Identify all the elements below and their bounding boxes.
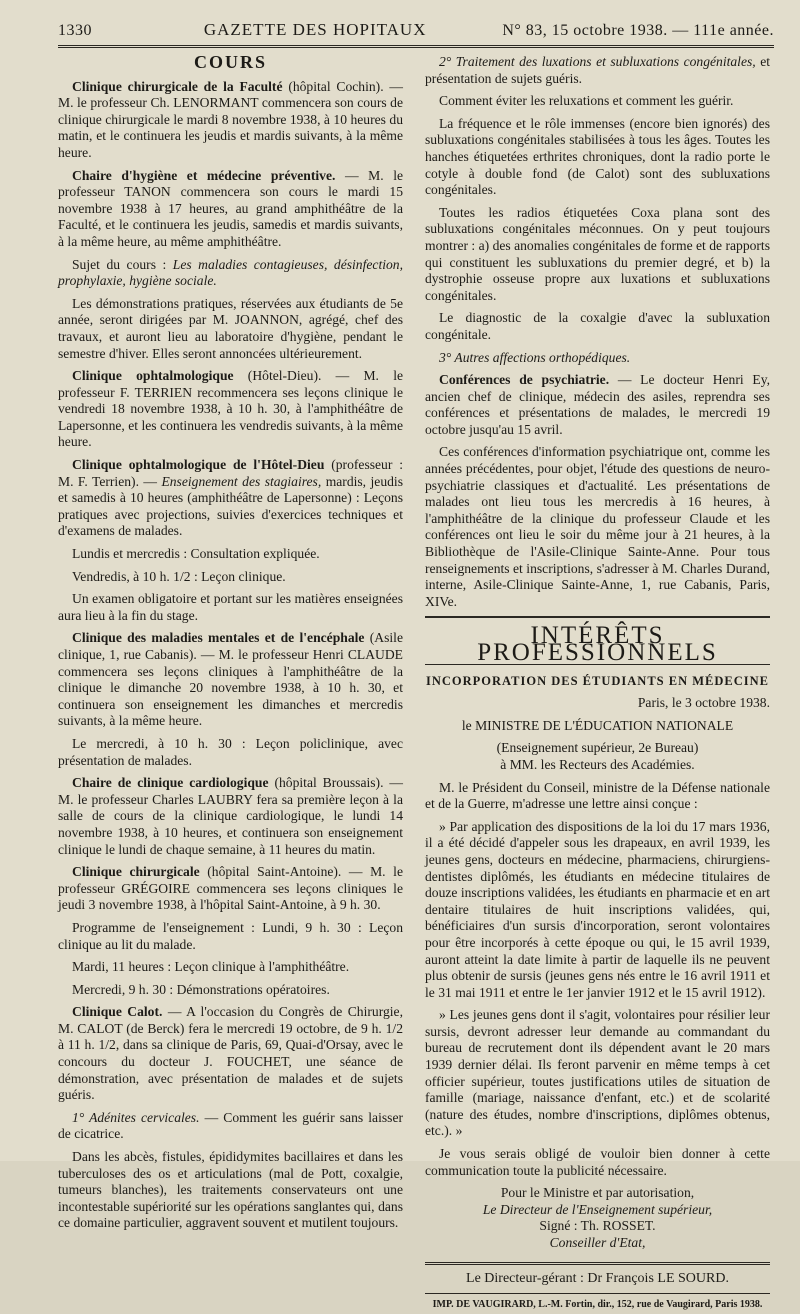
journal-title: GAZETTE DES HOPITAUX — [203, 20, 427, 39]
article-calot-item1: 1° Adénites cervicales. — Comment les guérir sans laisser de cicatrice. — [58, 1109, 404, 1142]
article-ophtalmo-2: Clinique ophtalmologique de l'Hôtel-Dieu (professeur : M. F. Terrien). — Enseignement des stagiaires, mardis, jeudis et samedis à 10 heures (amphithéâtre de Lapersonne) : Leçons pratiques avec projections, suivies d'exercices techniques et d'examens de malades. — [58, 457, 403, 539]
signature-line2: Le Directeur de l'Enseignement supérieur, — [482, 1201, 713, 1217]
addressee-ministre: le MINISTRE DE L'ÉDUCATION NATIONALE — [461, 717, 734, 733]
page-number: 1330 — [58, 22, 92, 39]
article-ophtalmo-1: Clinique ophtalmologique (Hôtel-Dieu). — M. le professeur F. TERRIEN recommencera ses leçons clinique le vendredi 18 novembre 1938, à 10 h. 30, à l'amphithéâtre de Lapersonne, et les continuera les vendredis suivants, à la même heure. — [58, 368, 403, 450]
article-calot: Clinique Calot. — A l'occasion du Congrès de Chirurgie, M. CALOT (de Berck) fera le mercredi 19 octobre, de 9 h. 1/2 à 11 h. 1/2, dans sa clinique de Paris, 69, Quai-d'Orsay, avec le concours du docteur J. FOUCHET, une séance de démonstration, avec présentation de malades et de sujets guéris. — [58, 1004, 403, 1103]
article-cochin: Clinique chirurgicale de la Faculté (hôpital Cochin). — M. le professeur Ch. LENORMANT commencera son cours de clinique chirurgicale le mardi 8 novembre 1938, à 10 heures du matin, et le continuera les jeudis et mardis suivants, à la même heure. — [58, 78, 403, 160]
right-column — [425, 54, 770, 1314]
article-maladies-mentales-line2: Le mercredi, à 10 h. 30 : Leçon policlinique, avec présentation de malades. — [58, 735, 403, 768]
printer-line: IMP. DE VAUGIRARD, L.-M. Fortin, dir., 152, rue de Vaugirard, Paris 1938. — [425, 1293, 770, 1314]
subheading-incorporation: INCORPORATION DES ÉTUDIANTS EN MÉDECINE — [426, 673, 769, 688]
signature-line4: Conseiller d'Etat, — [549, 1235, 646, 1250]
letter-p2: » Par application des dispositions de la loi du 17 mars 1936, il a été décidé d'appeler sous les drapeaux, en avril 1939, les jeunes gens, docteurs en médecine, pharmaciens, chirurgiens-dentistes diplômés, les étudiants en médecine titulaires de douze inscriptions validées, les étudiants en pharmacie et en art dentaire titulaires de huit inscriptions validées, qui, bénéficiaires d'un sursis d'incorporation, seront volontaires pour être incorporés à cette époque ou qui, le 15 avril 1939, auront atteint la date limite à partir de laquelle ils ne peuvent plus obtenir de sursis (jeunes gens nés entre le 16 avril 1911 et le 31 mai 1911 et entre le 1er janvier 1912 et le 15 avril 1912). — [425, 818, 771, 1000]
section-heading-cours: COURS — [193, 52, 267, 72]
addressee-recteurs: à MM. les Recteurs des Académies. — [500, 756, 695, 772]
calot-item2-p1: Comment éviter les reluxations et comment les guérir. — [439, 93, 734, 109]
calot-item2-p2: La fréquence et le rôle immenses (encore bien ignorés) des subluxations congénitales stabilisées à tous les âges. Toutes les hanches étiquetées erthrites chroniques, dont la radio porte le cotyle à double fond (de Calot) sont des subluxations congénitales. — [425, 115, 770, 198]
dateline: Paris, le 3 octobre 1938. — [637, 695, 770, 711]
section-divider — [425, 616, 770, 618]
calot-item2-p3: Toutes les radios étiquetées Coxa plana sont des subluxations congénitales méconnues. On y peut toujours montrer : a) des anomalies congénitales de forme et de rapports qui constituent les subluxations du premier degré, et b) la dystrophie osseuse propre aux luxations et subluxations congénitales. — [425, 204, 771, 303]
article-saint-antoine-line4: Mercredi, 9 h. 30 : Démonstrations opératoires. — [72, 981, 330, 997]
section-heading-interets: INTÉRÊTS PROFESSIONNELS — [477, 622, 718, 666]
calot-item3: 3° Autres affections orthopédiques. — [439, 349, 631, 365]
article-ophtalmo-2-line2: Lundis et mercredis : Consultation expliquée. — [72, 546, 320, 562]
article-psychiatrie-p2: Ces conférences d'information psychiatrique ont, comme les années précédentes, pour objet, l'étude des questions de neuro-psychiatrie classiques et d'actualité. Les présentations de malades ont lieu tous les mercredis à 16 heures, à l'amphithéâtre de la clinique du professeur Claude et les conférences ont lieu le soir du même jour à 21 heures, à la Bibliothèque de l'Asile-Clinique Sainte-Anne. Pour tous renseignements et inscriptions, s'adresser à M. Charles Durand, interne, Asile-Clinique Sainte-Anne, 1, rue Cabanis, Paris, XIVe. — [425, 444, 770, 609]
article-saint-antoine-line3: Mardi, 11 heures : Leçon clinique à l'amphithéâtre. — [72, 959, 350, 975]
article-calot-item1-more: Dans les abcès, fistules, épididymites bacillaires et dans les tuberculoses des os et articulations (mal de Pott, coxalgie, tumeurs blanches), les traitements conservateurs ont une incontestable supériorité sur les opérations sanglantes qui, dans ce domaine particulier, aggravent souvent et mutilent toujours. — [58, 1149, 403, 1231]
calot-item2-p4: Le diagnostic de la coxalgie d'avec la subluxation congénitale. — [425, 310, 770, 342]
addressee-bureau: (Enseignement supérieur, 2e Bureau) — [496, 740, 699, 756]
left-column — [58, 54, 403, 1314]
article-hygiene: Chaire d'hygiène et médecine préventive. — M. le professeur TANON commencera son cours le mardi 15 novembre 1938 à 17 heures, au grand amphithéâtre de la Faculté, et le continuera les jeudis, samedis et mardis suivants, à la même heure, au même amphithéâtre. — [58, 167, 404, 249]
footer-divider — [425, 1262, 770, 1265]
article-ophtalmo-2-line4: Un examen obligatoire et portant sur les matières enseignées aura lieu à la fin du stage. — [58, 591, 403, 623]
issue-info: N° 83, 15 octobre 1938. — 111e année. — [502, 22, 774, 39]
page-header — [58, 20, 774, 48]
columns — [58, 54, 774, 1314]
article-psychiatrie: Conférences de psychiatrie. — Le docteur Henri Ey, ancien chef de clinique, médecin des asiles, reprendra ses conférences et présentations de malades, le mercredi 19 octobre jusqu'au 15 avril. — [425, 372, 771, 437]
article-hygiene-demo: Les démonstrations pratiques, réservées aux étudiants de 5e année, seront dirigées par M. JOANNON, agrégé, chef des travaux, et auront lieu au laboratoire d'hygiène, pendant le semestre d'hiver. Elles seront annoncées ultérieurement. — [58, 295, 403, 361]
signature-line1: Pour le Ministre et par autorisation, — [500, 1185, 695, 1201]
article-ophtalmo-2-line3: Vendredis, à 10 h. 1/2 : Leçon clinique. — [72, 568, 286, 584]
letter-p3: » Les jeunes gens dont il s'agit, volontaires pour résilier leur sursis, devront adresser leur demande au commandant du bureau de recrutement dont ils dépendent avant le 20 mars 1939 dernier délai. Ils feront parvenir en même temps à cet officier supérieur, toutes justifications utiles de situation de famille (mariage, naissance d'enfant, etc.) et de scolarité (nature des études, nombre d'inscriptions, diplômes obtenus, etc.). » — [425, 1007, 770, 1139]
article-saint-antoine-line2: Programme de l'enseignement : Lundi, 9 h. 30 : Leçon clinique au lit du malade. — [58, 919, 403, 952]
article-saint-antoine: Clinique chirurgicale (hôpital Saint-Antoine). — M. le professeur GRÉGOIRE commencera ses leçons cliniques le jeudi 3 novembre 1938, à l'hôpital Saint-Antoine, à 9 h. 30. — [58, 864, 403, 913]
article-cardiologie: Chaire de clinique cardiologique (hôpital Broussais). — M. le professeur Charles LAUBRY fera sa première leçon à la salle de cours de la clinique cardiologique, le lundi 14 novembre 1938, à 10 heures, et continuera son enseignement clinique le lundi de chaque semaine, à 11 heures du matin. — [58, 775, 403, 857]
director-line: Le Directeur-gérant : Dr François LE SOURD. — [466, 1270, 729, 1286]
letter-p1: M. le Président du Conseil, ministre de la Défense nationale et de la Guerre, m'adresse une lettre ainsi conçue : — [425, 779, 770, 812]
letter-p4: Je vous serais obligé de vouloir bien donner à cette communication toute la publicité nécessaire. — [425, 1146, 770, 1178]
signature-line3: Signé : Th. ROSSET. — [539, 1218, 656, 1234]
calot-item2: 2° Traitement des luxations et subluxations congénitales, et présentation de sujets guéris. — [425, 54, 770, 86]
article-hygiene-subject: Sujet du cours : Les maladies contagieuses, désinfection, prophylaxie, hygiène sociale. — [58, 256, 403, 289]
article-maladies-mentales: Clinique des maladies mentales et de l'encéphale (Asile clinique, 1, rue Cabanis). — M. le professeur Henri CLAUDE commencera ses leçons cliniques à l'amphithéâtre de la clinique le dimanche 20 novembre 1938, à 10 h. 30, et continuera son enseignement les dimanches et mercredis suivants, à la même heure. — [58, 630, 403, 729]
